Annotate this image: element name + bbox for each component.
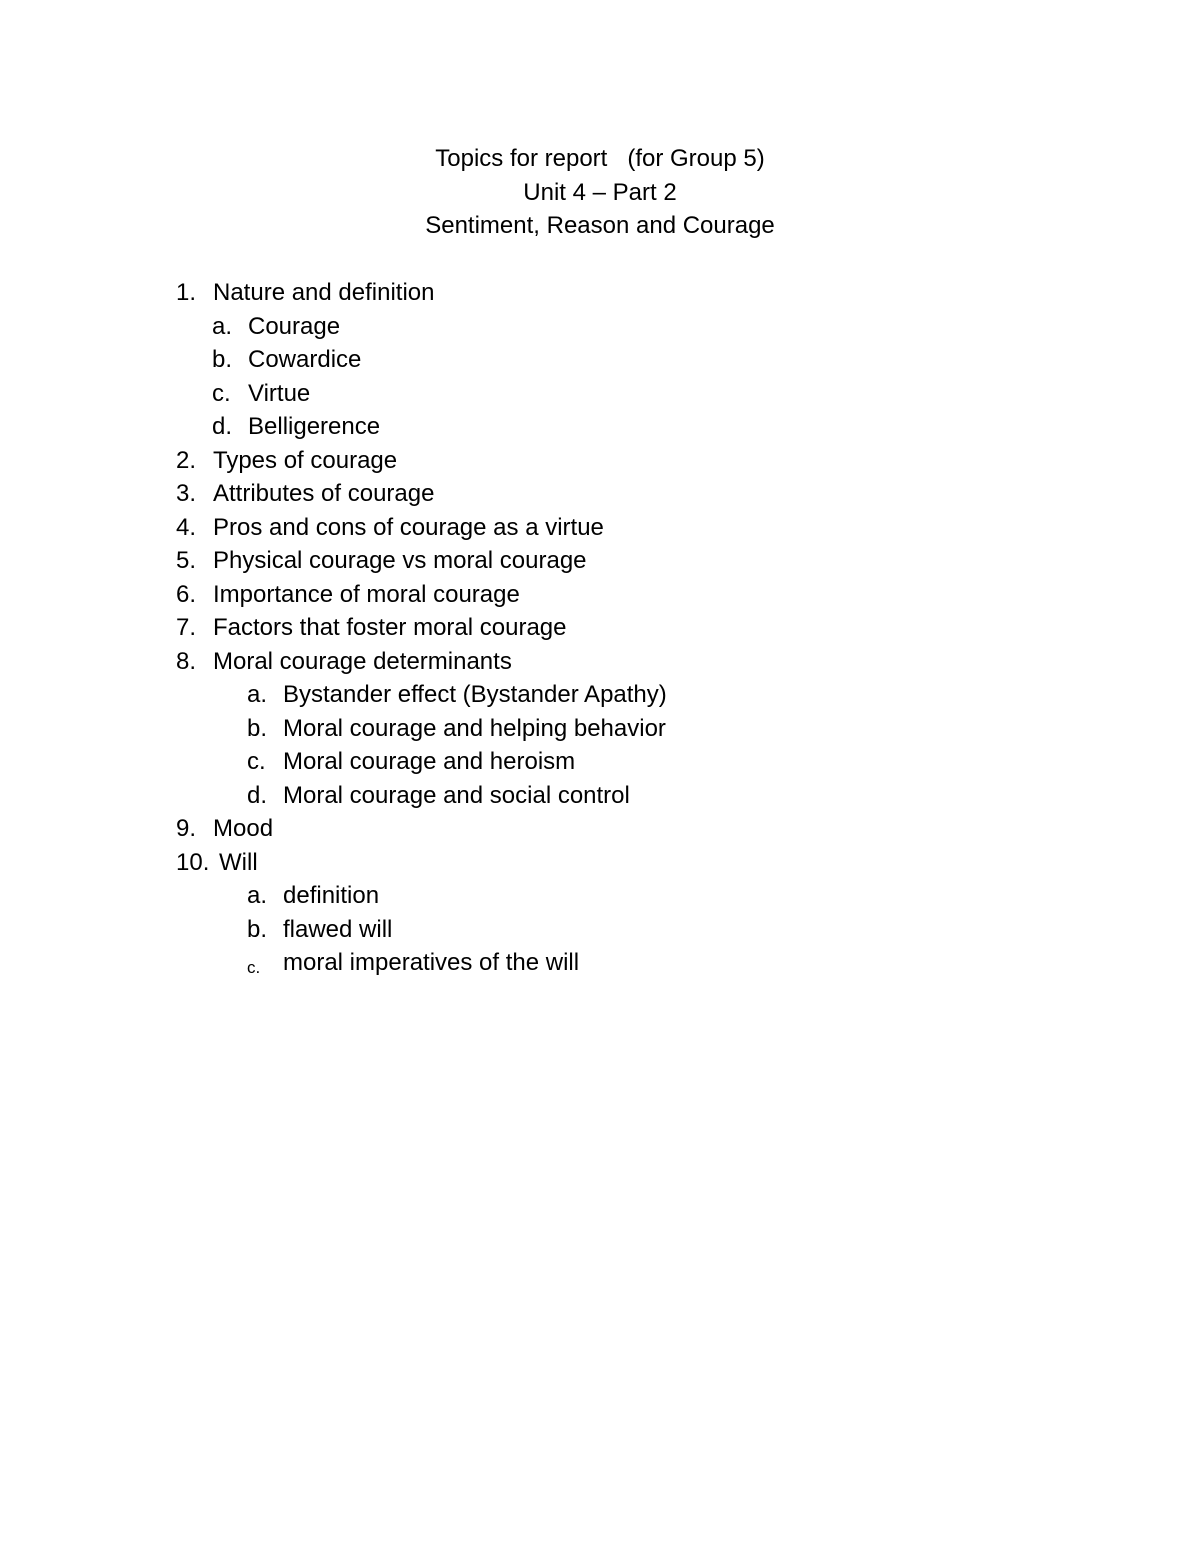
topic-item-9	[0, 812, 1200, 846]
subtopic-item	[0, 745, 1200, 779]
subtopic-letter: b.	[247, 714, 268, 742]
subtopic-label: flawed will	[283, 915, 393, 943]
subject-heading: Sentiment, Reason and Courage	[425, 212, 775, 239]
subtopic-item	[0, 678, 1200, 712]
subtopic-label: Moral courage and heroism	[283, 748, 576, 775]
topic-item-1	[0, 276, 1200, 310]
topic-label: Attributes of courage	[213, 480, 435, 507]
subtopic-letter: c.	[212, 379, 231, 407]
unit-heading: Unit 4 – Part 2	[523, 178, 677, 206]
topic-label: Will	[219, 848, 258, 876]
subtopic-item	[0, 946, 1200, 980]
topic-label: Mood	[213, 815, 274, 842]
topic-label: Importance of moral courage	[213, 580, 520, 608]
topic-number: 8.	[176, 647, 197, 675]
subtopic-letter: a.	[212, 312, 233, 340]
topic-item-7	[0, 611, 1200, 645]
subtopic-letter: c.	[247, 748, 266, 775]
topic-label: Pros and cons of courage as a virtue	[213, 513, 604, 541]
topic-item-5	[0, 544, 1200, 578]
subtopic-item	[0, 879, 1200, 913]
topic-item-3	[0, 477, 1200, 511]
topic-item-2	[0, 444, 1200, 478]
topic-number: 1.	[176, 279, 197, 306]
subtopic-letter: c.	[247, 958, 261, 977]
topic-label: Types of courage	[213, 446, 398, 474]
document-header	[0, 142, 1200, 243]
subtopic-letter: a.	[247, 681, 268, 708]
subtopic-item	[0, 779, 1200, 813]
subtopic-item	[0, 310, 1200, 344]
topic-number: 7.	[176, 614, 197, 641]
topic-number: 5.	[176, 547, 197, 574]
topic-label: Nature and definition	[213, 279, 435, 306]
topic-item-8	[0, 645, 1200, 679]
topic-label: Physical courage vs moral courage	[213, 547, 587, 574]
topic-number: 10.	[176, 848, 210, 876]
subtopic-label: Virtue	[248, 379, 311, 407]
subtopic-letter: d.	[212, 413, 233, 440]
topic-item-10	[0, 846, 1200, 880]
topic-item-4	[0, 511, 1200, 545]
topic-label: Moral courage determinants	[213, 647, 512, 675]
subtopic-label: definition	[283, 882, 380, 909]
topic-number: 4.	[176, 513, 197, 541]
subtopic-letter: b.	[247, 915, 268, 943]
subtopic-label: Courage	[248, 312, 341, 340]
topic-item-6	[0, 578, 1200, 612]
topic-number: 6.	[176, 580, 197, 608]
subtopic-item	[0, 410, 1200, 444]
subtopic-label: Moral courage and helping behavior	[283, 714, 666, 742]
subtopic-item	[0, 712, 1200, 746]
report-title: Topics for report (for Group 5)	[435, 145, 765, 172]
subtopic-letter: b.	[212, 346, 233, 373]
topic-list	[0, 276, 1200, 980]
subtopic-label: Belligerence	[248, 413, 381, 440]
subtopic-item	[0, 343, 1200, 377]
topic-label: Factors that foster moral courage	[213, 614, 567, 641]
subtopic-item	[0, 913, 1200, 947]
subtopic-label: Cowardice	[248, 346, 362, 373]
topic-number: 3.	[176, 480, 197, 507]
subtopic-label: Moral courage and social control	[283, 781, 630, 809]
subtopic-letter: a.	[247, 882, 268, 909]
subtopic-item	[0, 377, 1200, 411]
subtopic-label: moral imperatives of the will	[283, 949, 580, 976]
subtopic-letter: d.	[247, 781, 268, 809]
subtopic-label: Bystander effect (Bystander Apathy)	[283, 681, 667, 708]
topic-number: 9.	[176, 815, 197, 842]
topic-number: 2.	[176, 446, 197, 474]
